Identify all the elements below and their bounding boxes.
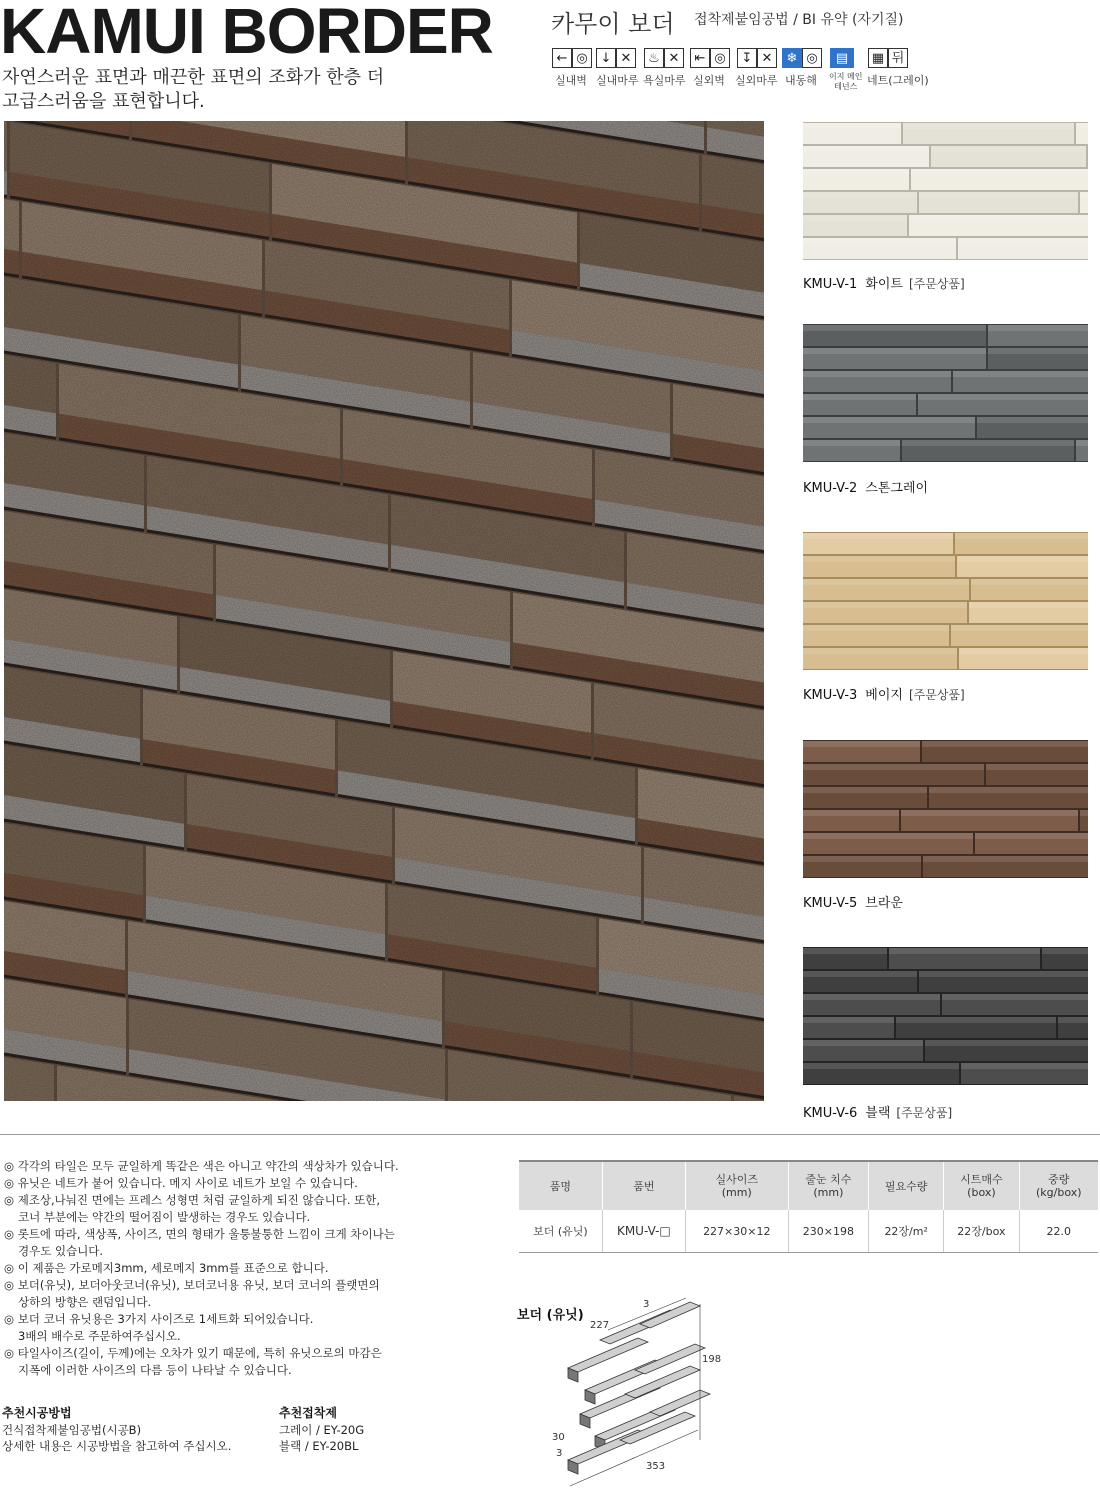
- net-icon: ▦: [868, 48, 888, 68]
- spec-header-unit: (mm): [721, 1186, 752, 1199]
- indoor-floor-icon: ↓: [596, 48, 616, 68]
- dim-length: 227: [590, 1320, 610, 1331]
- swatch-tile-highlight: [803, 169, 909, 175]
- usage-label: 네트(그레이): [867, 74, 929, 87]
- unsuitable-x-icon: ✕: [757, 48, 777, 68]
- swatch-tile-highlight: [955, 533, 1088, 539]
- swatch-tile-highlight: [953, 371, 1088, 377]
- spec-cell: KMU-V-□: [602, 1210, 685, 1253]
- easy-maintenance-usage: [830, 48, 854, 70]
- spec-table: [519, 1160, 1098, 1253]
- swatch-tile-highlight: [803, 1040, 923, 1046]
- spec-header-unit: (mm): [813, 1186, 844, 1199]
- usage-label: 실외마루: [735, 74, 778, 87]
- construction-method: 접착제붙임공법 / BI 유약 (자기질): [694, 12, 904, 28]
- easy-maintenance-icon: ▤: [830, 48, 854, 68]
- install-method-text: [2, 1422, 231, 1454]
- diagram-title: 보더 (유닛): [517, 1308, 584, 1323]
- spec-header-text: 품명: [549, 1179, 572, 1193]
- order-badge: [주문상품]: [908, 688, 965, 702]
- swatch-tile-highlight: [923, 856, 1088, 862]
- swatch-tile-highlight: [1076, 440, 1088, 446]
- swatch-tile-highlight: [803, 348, 986, 354]
- usage-label: 실내마루: [596, 74, 639, 87]
- swatch-tile-highlight: [803, 579, 969, 585]
- spec-header-text: 필요수량: [884, 1179, 928, 1193]
- swatch-tile-highlight: [959, 648, 1088, 654]
- swatch-tile-highlight: [803, 533, 953, 539]
- swatch-tile-highlight: [901, 810, 1078, 816]
- note-line: 코너 부분에는 약간의 떨어짐이 발생하는 경우도 있습니다.: [18, 1210, 311, 1224]
- note-line: ◎ 보더 코너 유닛용은 3가지 사이즈로 1세트화 되어있습니다.: [4, 1312, 314, 1326]
- order-badge: [주문상품]: [908, 277, 965, 291]
- tagline-line-2: 고급스러움을 표현합니다.: [2, 91, 205, 112]
- swatch-tile-highlight: [951, 625, 1088, 631]
- swatch-tile-highlight: [896, 1017, 1056, 1023]
- indoor-wall-usage: [552, 48, 592, 70]
- spec-header-text: 시트매수: [960, 1173, 1003, 1186]
- note-line: ◎ 유닛은 네트가 붙어 있습니다. 메지 사이로 네트가 보일 수 있습니다.: [4, 1176, 358, 1190]
- swatch-tile-highlight: [1080, 810, 1088, 816]
- swatch-beige: [803, 532, 1088, 670]
- outdoor-wall-icon: ⇤: [690, 48, 710, 68]
- install-method-line-1: 건식접착제붙임공법(시공B): [2, 1423, 142, 1437]
- swatch-tile-highlight: [803, 625, 949, 631]
- spec-header-text: 줄눈 치수: [805, 1173, 852, 1186]
- swatch-tile-highlight: [803, 764, 984, 770]
- suitable-circle-icon: ◎: [710, 48, 730, 68]
- easy-label-line-1: 이지 메인: [829, 72, 863, 81]
- outdoor-wall-usage: [690, 48, 730, 70]
- variant-caption: [803, 892, 909, 911]
- outdoor-floor-icon: ↧: [737, 48, 757, 68]
- swatch-brown-illustration: [803, 740, 1088, 878]
- swatch-tile-highlight: [803, 1017, 894, 1023]
- swatch-tile-highlight: [803, 648, 957, 654]
- swatch-tile-highlight: [803, 856, 921, 862]
- spec-cell: 보더 (유닛): [519, 1210, 602, 1253]
- note-line: ◎ 각각의 타일은 모두 균일하게 똑같은 색은 아니고 약간의 색상차가 있습니다.: [4, 1159, 399, 1173]
- swatch-tile-highlight: [803, 741, 920, 747]
- swatch-beige-illustration: [803, 532, 1088, 670]
- spec-cell: 22.0: [1019, 1210, 1098, 1253]
- swatch-tile-highlight: [925, 1040, 1088, 1046]
- note-line: ◎ 이 제품은 가로메지3mm, 세로메지 3mm를 표준으로 합니다.: [4, 1261, 329, 1275]
- swatch-tile-highlight: [889, 948, 1040, 954]
- variant-code: KMU-V-6: [803, 1106, 858, 1121]
- swatch-tile-highlight: [803, 371, 951, 377]
- swatch-tile-highlight: [919, 192, 1078, 198]
- spec-header: [519, 1161, 602, 1210]
- swatch-tile-highlight: [803, 810, 899, 816]
- variant-caption: [803, 684, 965, 703]
- swatch-tile-highlight: [911, 169, 1088, 175]
- variant-code: KMU-V-1: [803, 277, 858, 292]
- dim-top-gap: 3: [643, 1299, 650, 1310]
- swatch-tile-highlight: [929, 787, 1088, 793]
- swatch-tile-highlight: [803, 994, 940, 1000]
- net-usage: [868, 48, 908, 70]
- swatch-tile-highlight: [803, 556, 955, 562]
- swatch-tile-highlight: [803, 440, 900, 446]
- swatch-brown: [803, 740, 1088, 878]
- swatch-tile-highlight: [803, 787, 927, 793]
- swatch-tile-highlight: [803, 192, 917, 198]
- order-badge: [주문상품]: [896, 1106, 953, 1120]
- swatch-tile-highlight: [975, 833, 1088, 839]
- indoor-wall-icon: ←: [552, 48, 572, 68]
- variant-code: KMU-V-2: [803, 481, 858, 496]
- swatch-tile-highlight: [922, 741, 1088, 747]
- swatch-tile-highlight: [958, 238, 1088, 244]
- usage-label: 실외벽: [693, 74, 725, 87]
- swatch-tile-highlight: [803, 948, 887, 954]
- spec-cell: 227×30×12: [685, 1210, 788, 1253]
- swatch-tile-highlight: [988, 348, 1088, 354]
- swatch-tile-highlight: [803, 146, 929, 152]
- usage-label-easy: [829, 72, 862, 92]
- adhesive-text: [279, 1422, 364, 1454]
- install-method-title: 추천시공방법: [2, 1406, 72, 1420]
- swatch-tile-highlight: [803, 123, 901, 129]
- swatch-tile-highlight: [957, 556, 1088, 562]
- swatch-tile-highlight: [942, 994, 1088, 1000]
- variant-name: 블랙: [865, 1106, 891, 1121]
- swatch-tile-highlight: [986, 764, 1088, 770]
- tagline: [2, 66, 384, 114]
- variant-code: KMU-V-3: [803, 688, 858, 703]
- adhesive-line-1: 그레이 / EY-20G: [279, 1423, 365, 1437]
- note-line: ◎ 롯트에 따라, 색상폭, 사이즈, 면의 형태가 울퉁불퉁한 느낌이 크게 차이나는: [4, 1227, 395, 1241]
- spec-header-row: [519, 1161, 1098, 1210]
- suitable-circle-icon: ◎: [802, 48, 822, 68]
- dim-gap: 3: [556, 1448, 563, 1459]
- adhesive-line-2: 블랙 / EY-20BL: [279, 1439, 359, 1453]
- outdoor-floor-usage: [737, 48, 777, 70]
- spec-header-text: 품번: [633, 1179, 655, 1193]
- spec-header-unit: (kg/box): [1036, 1186, 1082, 1199]
- swatch-white: [803, 122, 1088, 260]
- variant-name: 브라운: [865, 896, 903, 911]
- swatch-tile-highlight: [971, 579, 1088, 585]
- unsuitable-x-icon: ✕: [664, 48, 684, 68]
- bath-floor-usage: [644, 48, 684, 70]
- usage-label: 욕실마루: [643, 74, 686, 87]
- swatch-tile-highlight: [1080, 192, 1088, 198]
- swatch-white-illustration: [803, 122, 1088, 260]
- note-line: 3배의 배수로 주문하여주십시오.: [18, 1329, 181, 1343]
- swatch-tile-highlight: [803, 215, 907, 221]
- net-back-label: 뒤: [888, 48, 908, 68]
- swatch-tile-highlight: [902, 440, 1074, 446]
- adhesive-title: 추천접착제: [279, 1406, 337, 1420]
- note-line: 경우도 있습니다.: [18, 1244, 104, 1258]
- tagline-line-1: 자연스러운 표면과 매끈한 표면의 조화가 한층 더: [2, 67, 385, 88]
- usage-label: 실내벽: [555, 74, 587, 87]
- swatch-tile-highlight: [919, 971, 1088, 977]
- spec-header: [602, 1161, 685, 1210]
- frost-usage: [782, 48, 822, 70]
- section-divider: [0, 1134, 1100, 1135]
- spec-header-text: 실사이즈: [715, 1173, 759, 1186]
- note-line: ◎ 보더(유닛), 보더아웃코너(유닛), 보더코너용 유닛, 보더 코너의 플랫면의: [4, 1278, 380, 1292]
- swatch-tile-highlight: [909, 215, 1088, 221]
- swatch-tile-highlight: [803, 238, 956, 244]
- swatch-tile-highlight: [803, 602, 967, 608]
- spec-header: [685, 1161, 788, 1210]
- page-title: KAMUI BORDER: [0, 0, 493, 67]
- note-line: 상하의 방향은 랜덤입니다.: [18, 1295, 152, 1309]
- swatch-tile-highlight: [931, 146, 1086, 152]
- dim-piece: 30: [552, 1432, 565, 1443]
- swatch-tile-highlight: [1042, 948, 1088, 954]
- spec-header: [869, 1161, 944, 1210]
- wall-photo-illustration: [4, 121, 764, 1101]
- variant-code: KMU-V-5: [803, 896, 858, 911]
- product-notes: [4, 1158, 404, 1379]
- swatch-tile-highlight: [977, 417, 1088, 423]
- variant-caption: [803, 477, 934, 496]
- note-line: ◎ 제조상,나눠진 면에는 프레스 성형면 처럼 균일하게 되진 않습니다. 또한,: [4, 1193, 381, 1207]
- swatch-tile-highlight: [803, 325, 986, 331]
- easy-label-line-2: 테넌스: [834, 82, 858, 91]
- swatch-tile-highlight: [969, 602, 1088, 608]
- swatch-tile-highlight: [1076, 123, 1088, 129]
- main-product-photo: [4, 121, 764, 1101]
- bath-floor-icon: ♨: [644, 48, 664, 68]
- unsuitable-x-icon: ✕: [616, 48, 636, 68]
- swatch-tile-highlight: [803, 417, 975, 423]
- swatch-black: [803, 947, 1088, 1085]
- spec-header: [1019, 1161, 1098, 1210]
- variant-caption: [803, 273, 965, 292]
- swatch-tile-highlight: [1058, 1017, 1088, 1023]
- spec-cell: 230×198: [788, 1210, 868, 1253]
- frost-resistant-icon: ❄: [782, 48, 802, 68]
- swatch-tile-highlight: [903, 123, 1074, 129]
- indoor-floor-usage: [596, 48, 636, 70]
- spec-cell: 22장/box: [944, 1210, 1019, 1253]
- variant-name: 베이지: [865, 688, 903, 703]
- suitable-circle-icon: ◎: [572, 48, 592, 68]
- spec-header-text: 중량: [1048, 1173, 1070, 1186]
- swatch-stone-gray: [803, 324, 1088, 462]
- spec-header: [944, 1161, 1019, 1210]
- dim-height: 198: [702, 1354, 722, 1365]
- spec-header: [788, 1161, 868, 1210]
- swatch-tile-highlight: [961, 1063, 1088, 1069]
- spec-cell: 22장/m²: [869, 1210, 944, 1253]
- spec-row: [519, 1210, 1098, 1253]
- swatch-tile-highlight: [803, 1063, 959, 1069]
- spec-header-unit: (box): [967, 1186, 996, 1199]
- unit-dimension-diagram: [540, 1290, 740, 1502]
- note-line: 지폭에 이러한 사이즈의 다름 등이 나타날 수 있습니다.: [18, 1363, 292, 1377]
- variant-caption: [803, 1102, 952, 1121]
- swatch-tile-highlight: [803, 833, 973, 839]
- swatch-black-illustration: [803, 947, 1088, 1085]
- variant-name: 스톤그레이: [865, 481, 929, 496]
- install-method-line-2: 상세한 내용은 시공방법을 참고하여 주십시오.: [2, 1439, 232, 1453]
- swatch-tile-highlight: [918, 394, 1088, 400]
- swatch-tile-highlight: [988, 325, 1088, 331]
- swatch-tile-highlight: [803, 971, 917, 977]
- usage-label: 내동해: [785, 74, 817, 87]
- note-line: ◎ 타일사이즈(길이, 두께)에는 오차가 있기 때문에, 특히 유닛으로의 마감은: [4, 1346, 382, 1360]
- product-name-korean: 카무이 보더: [551, 10, 675, 38]
- dim-width: 353: [646, 1461, 666, 1472]
- variant-name: 화이트: [865, 277, 903, 292]
- diagram-tile: [650, 1390, 710, 1416]
- swatch-tile-highlight: [803, 394, 916, 400]
- swatch-stone-gray-illustration: [803, 324, 1088, 462]
